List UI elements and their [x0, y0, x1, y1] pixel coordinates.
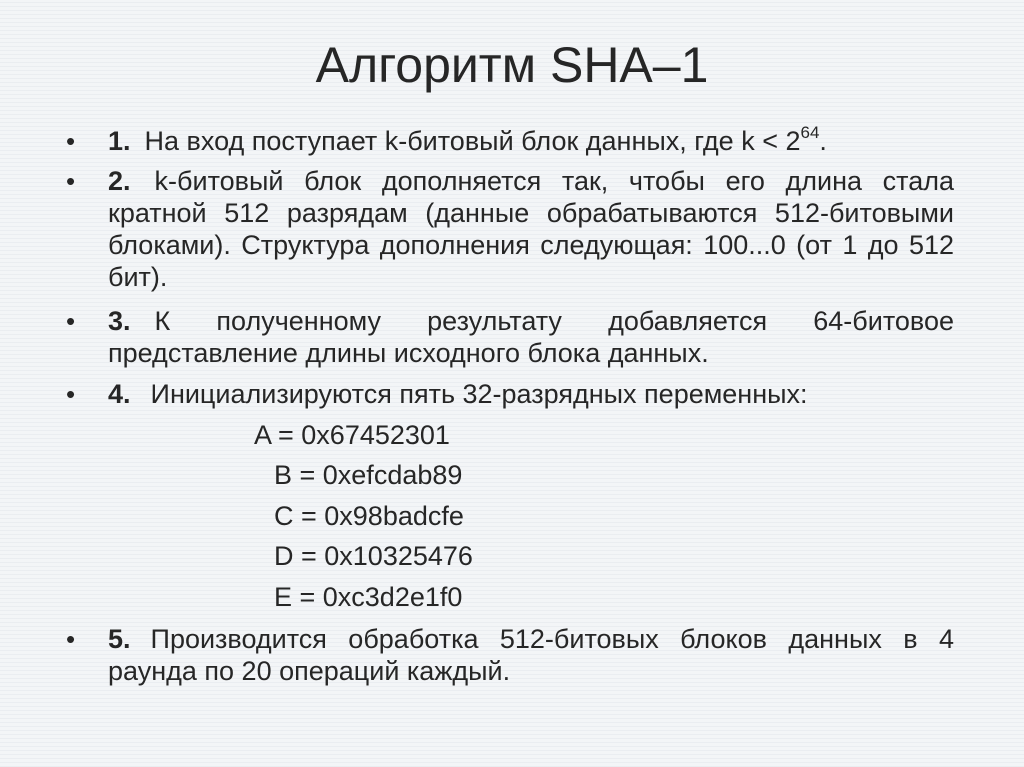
bullet-dot-icon: • — [66, 624, 76, 654]
bullet-text: К полученному результату добавляется 64-битовое представление длины исходного блока данных. — [108, 306, 954, 368]
bullet-4 — [66, 378, 954, 410]
exponent: 64 — [800, 123, 820, 142]
variable-d: D = 0x10325476 — [274, 541, 473, 571]
variable-e: E = 0xc3d2e1f0 — [274, 582, 463, 612]
bullet-2 — [66, 165, 954, 293]
bullet-number: 3. — [108, 306, 131, 336]
bullet-dot-icon: • — [66, 166, 76, 196]
bullet-dot-icon: • — [66, 379, 76, 409]
bullet-number: 5. — [108, 624, 131, 654]
slide-title: Алгоритм SHA–1 — [315, 37, 709, 93]
bullet-text: Производится обработка 512-битовых блоков данных в 4 раунда по 20 операций каждый. — [108, 624, 954, 686]
variable-c: C = 0x98badcfe — [274, 501, 464, 531]
bullet-dot-icon: • — [66, 126, 76, 156]
bullet-text: Инициализируются пять 32-разрядных переменных: — [150, 379, 808, 409]
bullet-5 — [66, 623, 954, 687]
bullet-1 — [66, 123, 954, 157]
bullet-3 — [66, 305, 954, 369]
bullet-dot-icon: • — [66, 306, 76, 336]
bullet-text-tail: . — [819, 126, 827, 156]
bullet-text: k-битовый блок дополняется так, чтобы его длина стала кратной 512 разрядам (данные обрабатываются 512-битовыми блоками). Структура дополнения следующая: 100...0 (от 1 до 512 бит). — [108, 166, 954, 292]
bullet-number: 2. — [108, 166, 131, 196]
bullet-text: На вход поступает k-битовый блок данных, где k < 2 — [144, 126, 801, 156]
variable-a: A = 0x67452301 — [254, 420, 450, 450]
bullet-number: 4. — [108, 379, 131, 409]
variable-b: B = 0xefcdab89 — [274, 460, 463, 490]
bullet-number: 1. — [108, 126, 131, 156]
